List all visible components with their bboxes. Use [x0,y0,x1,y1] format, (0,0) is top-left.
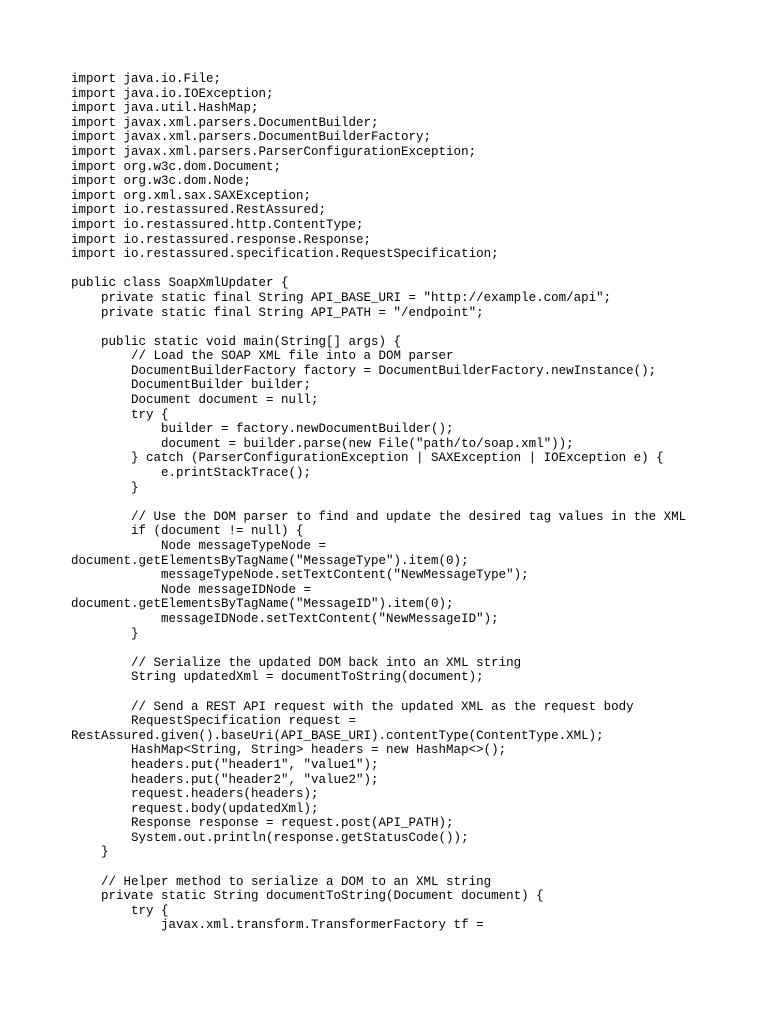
code-line: javax.xml.transform.TransformerFactory tf = [71,918,484,933]
code-line [71,860,686,875]
code-line: private static final String API_PATH = "/endpoint"; [71,305,484,320]
code-line: HashMap<String, String> headers = new HashMap<>(); [71,743,507,758]
code-line [71,262,686,277]
code-line: import org.w3c.dom.Document; [71,159,282,174]
code-block [71,72,686,933]
code-line: document.getElementsByTagName("MessageType").item(0); [71,553,469,568]
code-line: messageTypeNode.setTextContent("NewMessageType"); [71,568,529,583]
code-line: public class SoapXmlUpdater { [71,276,289,291]
code-line: import io.restassured.specification.RequestSpecification; [71,247,499,262]
code-line: import javax.xml.parsers.DocumentBuilderFactory; [71,130,432,145]
code-line: import javax.xml.parsers.ParserConfigurationException; [71,144,477,159]
code-line: Node messageTypeNode = [71,539,327,553]
code-line: // Use the DOM parser to find and update the desired tag values in the XML [71,509,687,524]
code-line: import org.xml.sax.SAXException; [71,188,312,203]
code-line: } [71,845,109,860]
code-line: private static String documentToString(Document document) { [71,889,544,904]
code-line: headers.put("header1", "value1"); [71,757,379,772]
code-line: try { [71,903,169,918]
code-line: headers.put("header2", "value2"); [71,772,379,787]
code-line: import java.io.IOException; [71,86,274,101]
code-line: document = builder.parse(new File("path/to/soap.xml")); [71,436,574,451]
code-line: System.out.println(response.getStatusCode()); [71,830,469,845]
code-line: Response response = request.post(API_PATH); [71,816,454,831]
code-line: import io.restassured.http.ContentType; [71,217,364,232]
code-line: Document document = null; [71,393,319,408]
code-line: import java.util.HashMap; [71,101,259,116]
code-line: RestAssured.given().baseUri(API_BASE_URI).contentType(ContentType.XML); [71,728,604,743]
code-line: import javax.xml.parsers.DocumentBuilder; [71,115,379,130]
code-line: String updatedXml = documentToString(document); [71,670,484,685]
code-line: private static final String API_BASE_URI = "http://example.com/api"; [71,290,612,305]
code-line: builder = factory.newDocumentBuilder(); [71,422,454,437]
code-line: Node messageIDNode = [71,582,312,597]
code-line: if (document != null) { [71,524,304,539]
code-line: import java.io.File; [71,72,222,86]
code-line: import io.restassured.RestAssured; [71,203,327,218]
code-line: // Send a REST API request with the updated XML as the request body [71,699,634,714]
code-line: } [71,626,139,641]
code-line: e.printStackTrace(); [71,466,312,481]
code-line: DocumentBuilderFactory factory = DocumentBuilderFactory.newInstance(); [71,363,657,378]
code-line: } [71,480,139,495]
code-line: // Load the SOAP XML file into a DOM parser [71,349,454,364]
code-line [71,641,686,656]
code-line [71,320,686,335]
code-line: messageIDNode.setTextContent("NewMessageID"); [71,611,499,626]
code-line: request.headers(headers); [71,787,319,802]
code-line: RequestSpecification request = [71,714,357,729]
code-line: DocumentBuilder builder; [71,378,312,393]
code-line: } catch (ParserConfigurationException | SAXException | IOException e) { [71,451,664,466]
code-line: request.body(updatedXml); [71,801,319,816]
code-line: document.getElementsByTagName("MessageID").item(0); [71,597,454,612]
code-line: try { [71,407,169,422]
code-line: import org.w3c.dom.Node; [71,174,252,189]
code-line: // Serialize the updated DOM back into an XML string [71,655,522,670]
code-line [71,495,686,510]
code-line: // Helper method to serialize a DOM to an XML string [71,874,492,889]
code-line: import io.restassured.response.Response; [71,232,372,247]
code-line [71,685,686,700]
code-line: public static void main(String[] args) { [71,334,402,349]
